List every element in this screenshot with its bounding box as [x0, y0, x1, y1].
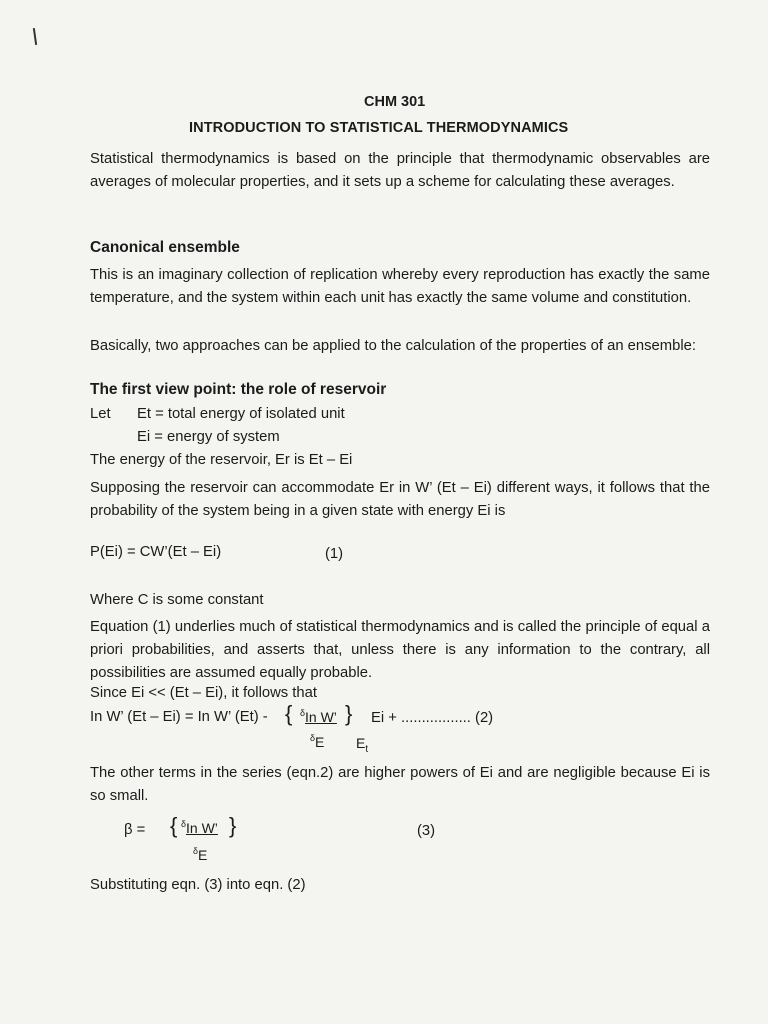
denominator-text: E	[198, 847, 208, 863]
document-title: INTRODUCTION TO STATISTICAL THERMODYNAMICS	[189, 120, 569, 136]
equation-3-right-brace: }	[229, 813, 237, 838]
subscript-e: E	[356, 735, 366, 751]
let-word: Let	[90, 406, 111, 422]
where-c-line: Where C is some constant	[90, 592, 264, 608]
equal-priori-paragraph: Equation (1) underlies much of statistical thermodynamics and is called the principle of equal a priori probabilities, and asserts that, unless there is any information to the contrary, all possibilities are assumed equally probable.	[90, 619, 710, 681]
equation-3-numerator	[181, 819, 218, 836]
equation-2-denominator	[310, 733, 324, 750]
supposing-paragraph: Supposing the reservoir can accommodate Er in W’ (Et – Ei) different ways, it follows that the probability of the system being in a given state with energy Ei is	[90, 480, 710, 519]
pen-mark	[33, 28, 37, 45]
approaches-paragraph: Basically, two approaches can be applied to the calculation of the properties of an ensemble:	[90, 338, 696, 354]
course-code: CHM 301	[364, 94, 426, 110]
equation-2-left-brace: {	[285, 701, 293, 726]
equation-3-denominator	[193, 846, 207, 863]
numerator-text: In W’	[186, 820, 218, 836]
equation-1: P(Ei) = CW’(Et – Ei)	[90, 544, 222, 560]
equation-2-right-brace: }	[345, 701, 353, 726]
first-view-heading: The first view point: the role of reservoir	[90, 381, 387, 398]
intro-paragraph: Statistical thermodynamics is based on the principle that thermodynamic observables are averages of molecular properties, and it sets up a scheme for calculating these averages.	[90, 151, 710, 190]
reservoir-line: The energy of the reservoir, Er is Et – Ei	[90, 452, 353, 468]
equation-2-numerator	[300, 708, 337, 725]
subscript-t: t	[365, 744, 369, 755]
equation-2-subscript	[356, 735, 368, 755]
delta-symbol: δ	[181, 819, 187, 829]
other-terms-paragraph: The other terms in the series (eqn.2) are higher powers of Ei and are negligible because Ei is so small.	[90, 765, 710, 804]
equation-1-number: (1)	[325, 546, 344, 562]
let-line-et: Et = total energy of isolated unit	[137, 406, 345, 422]
equation-2-rhs: Ei + ................. (2)	[371, 710, 494, 726]
equation-2-lhs: In W’ (Et – Ei) = In W’ (Et) -	[90, 709, 268, 725]
delta-symbol: δ	[310, 733, 316, 743]
since-line: Since Ei << (Et – Ei), it follows that	[90, 685, 317, 701]
let-line-ei: Ei = energy of system	[137, 429, 280, 445]
denominator-text: E	[315, 734, 325, 750]
substituting-line: Substituting eqn. (3) into eqn. (2)	[90, 877, 306, 893]
delta-symbol: δ	[193, 846, 199, 856]
equation-3-number: (3)	[417, 823, 436, 839]
canonical-paragraph: This is an imaginary collection of replication whereby every reproduction has exactly the same temperature, and the system within each unit has exactly the same volume and constitution.	[90, 267, 710, 306]
equation-3-lhs: β =	[124, 822, 146, 838]
equation-3-left-brace: {	[170, 813, 178, 838]
canonical-heading: Canonical ensemble	[90, 239, 240, 256]
numerator-text: In W’	[305, 709, 337, 725]
delta-symbol: δ	[300, 708, 306, 718]
